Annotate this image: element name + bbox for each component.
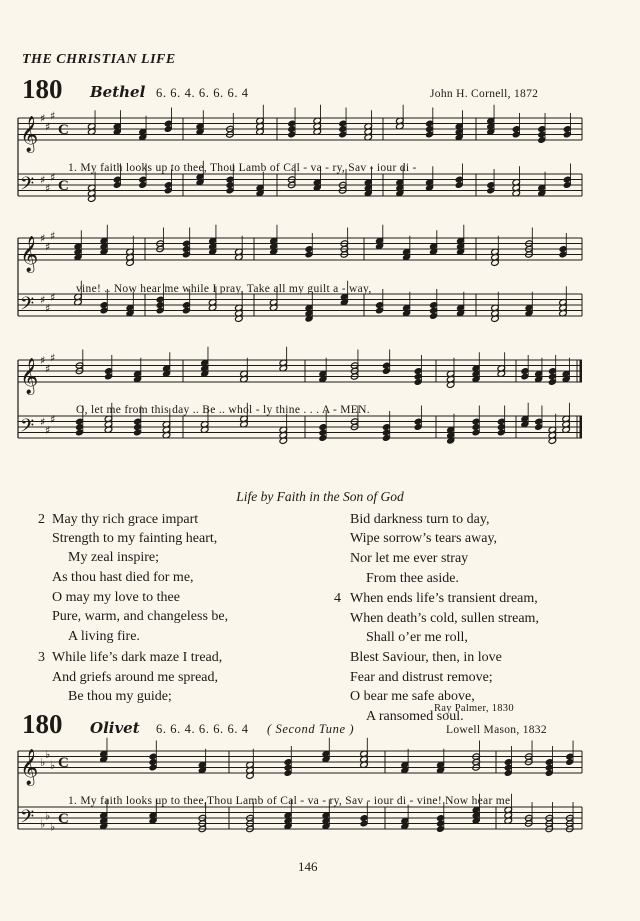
tune-name: Olivet (90, 719, 140, 737)
stanza-line: And griefs around me spread, (52, 670, 219, 685)
stanza-number: 4 (334, 591, 341, 606)
stanza-number: 3 (38, 650, 45, 665)
sharp-icon: ♯ (40, 354, 46, 367)
flat-icon: ♭ (45, 747, 51, 761)
composer: Lowell Mason, 1832 (446, 724, 547, 736)
sharp-icon: ♯ (45, 423, 51, 437)
stanza-line: O may my love to thee (52, 590, 180, 605)
lyric-line-4: 1. My faith looks up to thee,Thou Lamb of Cal - va - ry, Sav - iour di - vine! Now hear me (68, 795, 511, 807)
treble-clef-icon: 𝄞 (20, 749, 39, 785)
stanza-line: A living fire. (68, 629, 140, 644)
bass-clef-icon: 𝄢 (20, 293, 35, 319)
stanza-line: Blest Saviour, then, in love (350, 650, 502, 665)
stanza-line: May thy rich grace impart (52, 512, 199, 527)
stanza-number: 2 (38, 512, 45, 527)
stanza-line: A ransomed soul. (366, 709, 464, 724)
flat-icon: ♭ (50, 758, 56, 772)
stanza-line: Be thou my guide; (68, 689, 172, 704)
sharp-icon: ♯ (50, 351, 56, 365)
stanza-line: Shall o’er me roll, (366, 630, 468, 645)
time-signature: C (58, 178, 69, 194)
sharp-icon: ♯ (45, 240, 51, 254)
treble-clef-icon: 𝄞 (20, 358, 39, 394)
hymn-subtitle: Life by Faith in the Son of God (236, 489, 404, 504)
sharp-icon: ♯ (45, 301, 51, 315)
lyric-line-3: O, let me from this day .. Be .. whol - ly thine . . . A - MEN. (76, 404, 370, 416)
stanza-line: When ends life’s transient dream, (350, 591, 538, 606)
final-barline (580, 360, 583, 382)
second-tune-note: ( Second Tune ) (267, 722, 355, 736)
page-number: 146 (298, 859, 318, 874)
stanza-line: While life’s dark maze I tread, (52, 650, 223, 665)
hymn-number: 180 (22, 709, 63, 739)
stanza-line: Nor let me ever stray (350, 551, 469, 566)
sharp-icon: ♯ (50, 170, 56, 184)
sharp-icon: ♯ (40, 173, 46, 187)
meter: 6. 6. 4. 6. 6. 6. 4 (156, 86, 249, 100)
sharp-icon: ♯ (50, 109, 56, 123)
tune-name: Bethel (90, 83, 146, 101)
stanza-line: O bear me safe above, (350, 689, 475, 704)
final-barline (580, 416, 583, 438)
hymn-number: 180 (22, 74, 63, 104)
treble-clef-icon: 𝄞 (20, 116, 39, 152)
stanza-line: Pure, warm, and changeless be, (52, 609, 229, 624)
sharp-icon: ♯ (40, 232, 46, 245)
time-signature: C (58, 811, 69, 827)
section-heading: THE CHRISTIAN LIFE (22, 52, 176, 67)
flat-icon: ♭ (45, 809, 51, 823)
stanza-line: Strength to my fainting heart, (52, 531, 218, 546)
sharp-icon: ♯ (50, 229, 56, 243)
stanza-line: When death’s cold, sullen stream, (350, 611, 539, 626)
composer: John H. Cornell, 1872 (430, 88, 539, 100)
flat-icon: ♭ (50, 820, 56, 834)
stanza-line: As thou hast died for me, (52, 570, 194, 585)
sharp-icon: ♯ (45, 181, 51, 195)
sharp-icon: ♯ (40, 112, 46, 125)
sharp-icon: ♯ (50, 412, 56, 426)
stanza-line: From thee aside. (366, 571, 459, 586)
sharp-icon: ♯ (50, 290, 56, 304)
stanza-line: Fear and distrust remove; (350, 670, 493, 685)
bass-clef-icon: 𝄢 (20, 806, 35, 832)
treble-clef-icon: 𝄞 (20, 236, 39, 272)
stanza-line: Wipe sorrow’s tears away, (350, 531, 498, 546)
time-signature: C (58, 122, 69, 138)
sharp-icon: ♯ (45, 120, 51, 134)
flat-icon: ♭ (40, 817, 46, 831)
flat-icon: ♭ (40, 756, 46, 769)
sharp-icon: ♯ (40, 293, 46, 307)
author-credit: Ray Palmer, 1830 (434, 703, 514, 714)
bass-clef-icon: 𝄢 (20, 173, 35, 199)
lyric-line-1: 1. My faith looks up to thee, Thou Lamb of Cal - va - ry, Sav - iour di - (68, 162, 417, 174)
sharp-icon: ♯ (45, 362, 51, 376)
bass-clef-icon: 𝄢 (20, 415, 35, 441)
meter: 6. 6. 4. 6. 6. 6. 4 (156, 722, 249, 736)
stanza-line: Bid darkness turn to day, (350, 512, 490, 527)
lyric-line-2: vine! .. Now hear me while I pray, Take all my guilt a - way, (76, 283, 372, 295)
sharp-icon: ♯ (40, 415, 46, 429)
time-signature: C (58, 755, 69, 771)
stanza-line: My zeal inspire; (68, 550, 159, 565)
